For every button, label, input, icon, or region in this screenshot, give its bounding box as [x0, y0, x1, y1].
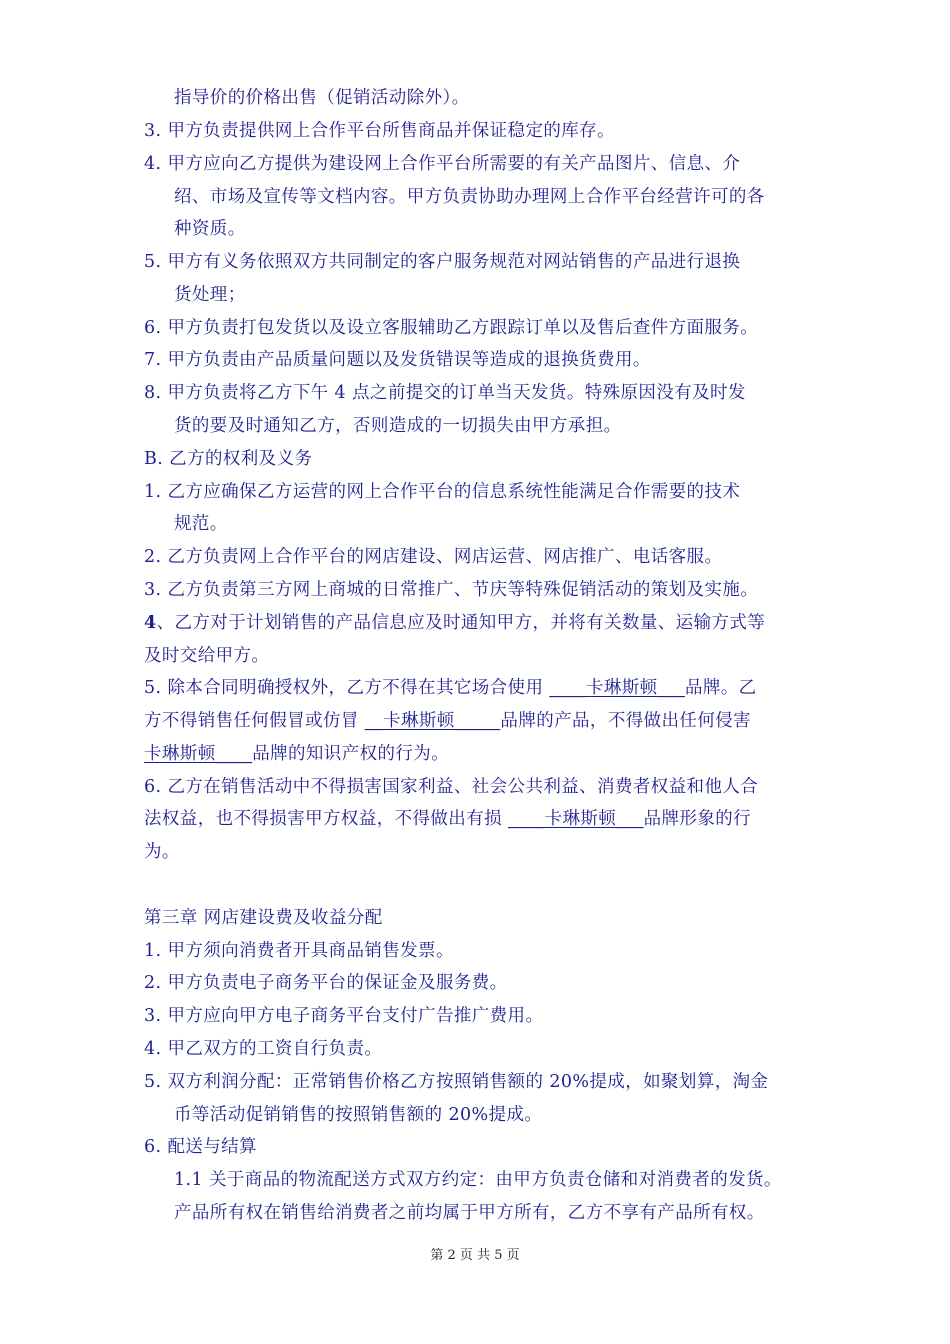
text-line [144, 743, 449, 765]
list-item: 1. 乙方应确保乙方运营的网上合作平台的信息系统性能满足合作需要的技术 [144, 482, 741, 502]
list-item-text: 、乙方对于计划销售的产品信息应及时通知甲方，并将有关数量、运输方式等 [156, 613, 766, 633]
text-line: 及时交给甲方。 [144, 646, 270, 666]
list-item: 2. 甲方负责电子商务平台的保证金及服务费。 [144, 973, 508, 993]
text-segment: 品牌形象的行 [643, 809, 752, 829]
list-item: 6. 甲方负责打包发货以及设立客服辅助乙方跟踪订单以及售后查件方面服务。 [144, 318, 759, 338]
list-item: 2. 乙方负责网上合作平台的网店建设、网店运营、网店推广、电话客服。 [144, 547, 723, 567]
text-line: 为。 [144, 842, 180, 862]
chapter-heading: 第三章 网店建设费及收益分配 [144, 908, 383, 928]
list-item: 4. 甲乙双方的工资自行负责。 [144, 1039, 383, 1059]
text-segment: 品牌。乙 [684, 678, 757, 698]
list-item: 8. 甲方负责将乙方下午 4 点之前提交的订单当天发货。特殊原因没有及时发 [144, 383, 746, 403]
section-heading: B. 乙方的权利及义务 [144, 449, 313, 469]
text-line: 货的要及时通知乙方，否则造成的一切损失由甲方承担。 [174, 416, 622, 436]
list-item: 6. 配送与结算 [144, 1137, 257, 1157]
list-item [144, 612, 765, 634]
list-item: 3. 甲方应向甲方电子商务平台支付广告推广费用。 [144, 1006, 544, 1026]
text-segment: 法权益，也不得损害甲方权益，不得做出有损 [144, 809, 508, 829]
text-line: 币等活动促销销售的按照销售额的 20%提成。 [174, 1105, 543, 1125]
text-line: 产品所有权在销售给消费者之前均属于甲方所有，乙方不享有产品所有权。 [174, 1203, 765, 1223]
text-line [144, 677, 757, 699]
list-item: 3. 乙方负责第三方网上商城的日常推广、节庆等特殊促销活动的策划及实施。 [144, 580, 759, 600]
text-segment: 方不得销售任何假冒或仿冒 [144, 711, 365, 731]
text-line [144, 808, 751, 830]
list-number: 4 [144, 613, 157, 633]
text-line: 6. 乙方在销售活动中不得损害国家利益、社会公共利益、消费者权益和他人合 [144, 777, 759, 797]
brand-name-blank: ____卡琳斯顿___ [549, 678, 685, 698]
brand-name-blank: ____卡琳斯顿___ [507, 809, 644, 829]
list-item: 7. 甲方负责由产品质量问题以及发货错误等造成的退换货费用。 [144, 350, 651, 370]
list-item: 5. 甲方有义务依照双方共同制定的客户服务规范对网站销售的产品进行退换 [144, 252, 741, 272]
brand-name-blank: __卡琳斯顿_____ [364, 711, 501, 731]
text-line: 规范。 [174, 514, 228, 534]
list-item: 1. 甲方须向消费者开具商品销售发票。 [144, 941, 454, 961]
text-line [144, 710, 751, 732]
text-segment: 品牌的产品，不得做出任何侵害 [500, 711, 752, 731]
text-line: 1.1 关于商品的物流配送方式双方约定：由甲方负责仓储和对消费者的发货。 [174, 1170, 782, 1190]
brand-name-blank: 卡琳斯顿____ [144, 744, 253, 764]
text-line: 货处理； [174, 285, 246, 305]
text-line: 指导价的价格出售（促销活动除外）。 [174, 88, 470, 108]
list-item: 3. 甲方负责提供网上合作平台所售商品并保证稳定的库存。 [144, 121, 615, 141]
page-number-footer: 第 2 页 共 5 页 [430, 1248, 520, 1263]
text-segment: 品牌的知识产权的行为。 [252, 744, 450, 764]
text-segment: 5. 除本合同明确授权外，乙方不得在其它场合使用 [144, 678, 550, 698]
list-item: 4. 甲方应向乙方提供为建设网上合作平台所需要的有关产品图片、信息、介 [144, 154, 741, 174]
list-item: 5. 双方利润分配：正常销售价格乙方按照销售额的 20%提成，如聚划算，淘金 [144, 1072, 769, 1092]
text-line: 种资质。 [174, 219, 246, 239]
text-line: 绍、市场及宣传等文档内容。甲方负责协助办理网上合作平台经营许可的各 [174, 187, 765, 207]
